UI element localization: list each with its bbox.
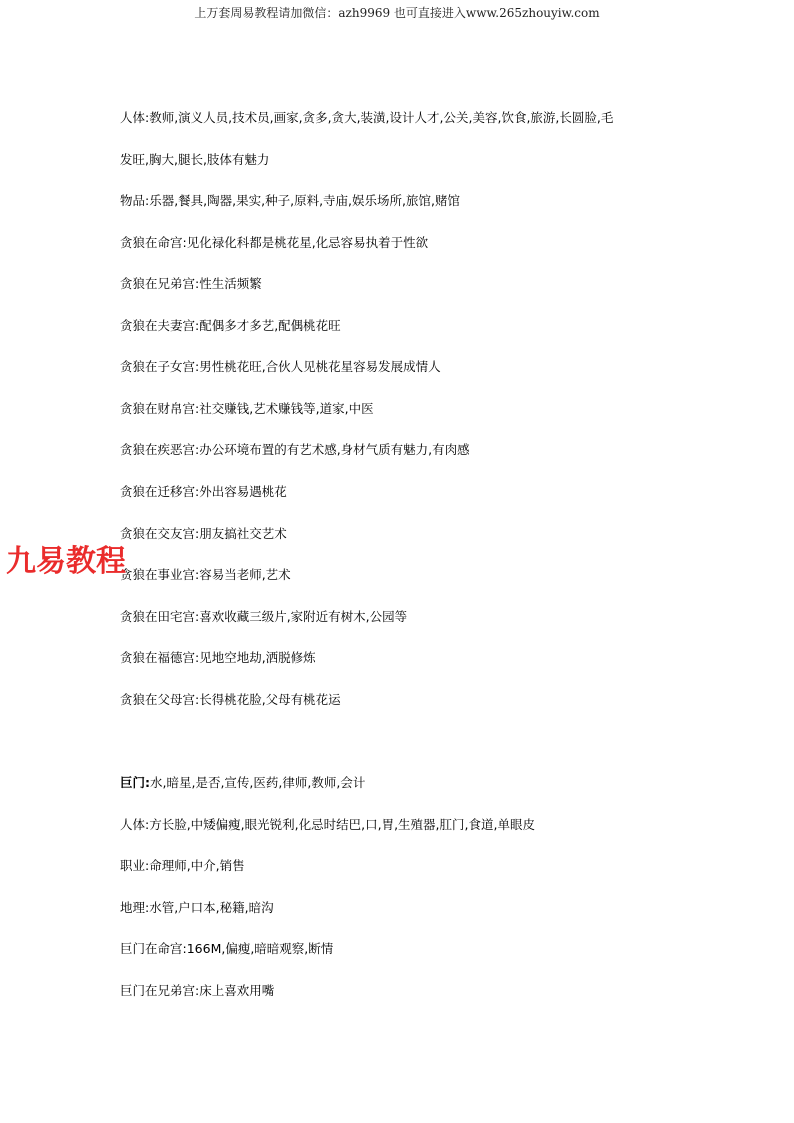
tanlang-palace-fumu: 贪狼在父母宫:长得桃花脸,父母有桃花运: [120, 692, 341, 707]
tanlang-palace-shiye: 贪狼在事业宫:容易当老师,艺术: [120, 567, 291, 582]
tanlang-palace-xiongdi: 贪狼在兄弟宫:性生活频繁: [120, 276, 262, 291]
jumen-palace-xiongdi: 巨门在兄弟宫:床上喜欢用嘴: [120, 983, 275, 998]
tanlang-palace-zinv: 贪狼在子女宫:男性桃花旺,合伙人见桃花星容易发展成情人: [120, 359, 441, 374]
jumen-people: 人体:方长脸,中矮偏瘦,眼光锐利,化忌时结巴,口,胃,生殖器,肛门,食道,单眼皮: [120, 817, 535, 832]
watermark-logo: 九易教程: [6, 544, 126, 579]
jumen-attributes: 水,暗星,是否,宣传,医药,律师,教师,会计: [150, 775, 366, 790]
tanlang-people-line-1: 人体:教师,演义人员,技术员,画家,贪多,贪大,装潢,设计人才,公关,美容,饮食,旅游,长圆脸,毛: [120, 110, 614, 125]
tanlang-palace-fuqi: 贪狼在夫妻宫:配偶多才多艺,配偶桃花旺: [120, 318, 341, 333]
tanlang-items: 物品:乐器,餐具,陶器,果实,种子,原料,寺庙,娱乐场所,旅馆,赌馆: [120, 193, 460, 208]
tanlang-palace-ming: 贪狼在命宫:见化禄化科都是桃花星,化忌容易执着于性欲: [120, 235, 429, 250]
tanlang-palace-qianyi: 贪狼在迁移宫:外出容易遇桃花: [120, 484, 287, 499]
tanlang-palace-caibo: 贪狼在财帛宫:社交赚钱,艺术赚钱等,道家,中医: [120, 401, 374, 416]
tanlang-palace-jiaoyou: 贪狼在交友宫:朋友搞社交艺术: [120, 526, 287, 541]
jumen-title: 巨门:: [120, 775, 150, 790]
tanlang-palace-jie: 贪狼在疾恶宫:办公环境布置的有艺术感,身材气质有魅力,有肉感: [120, 442, 470, 457]
jumen-heading-line: [120, 775, 365, 791]
tanlang-palace-fude: 贪狼在福德宫:见地空地劫,洒脱修炼: [120, 650, 316, 665]
jumen-palace-ming: 巨门在命宫:166M,偏瘦,暗暗观察,断情: [120, 941, 334, 956]
tanlang-people-line-2: 发旺,胸大,腿长,肢体有魅力: [120, 152, 270, 167]
tanlang-palace-tianzhai: 贪狼在田宅宫:喜欢收藏三级片,家附近有树木,公园等: [120, 609, 408, 624]
page-header: 上万套周易教程请加微信：azh9969 也可直接进入www.265zhouyiw.com: [194, 6, 600, 20]
jumen-geo: 地理:水管,户口本,秘籍,暗沟: [120, 900, 274, 915]
jumen-job: 职业:命理师,中介,销售: [120, 858, 245, 873]
